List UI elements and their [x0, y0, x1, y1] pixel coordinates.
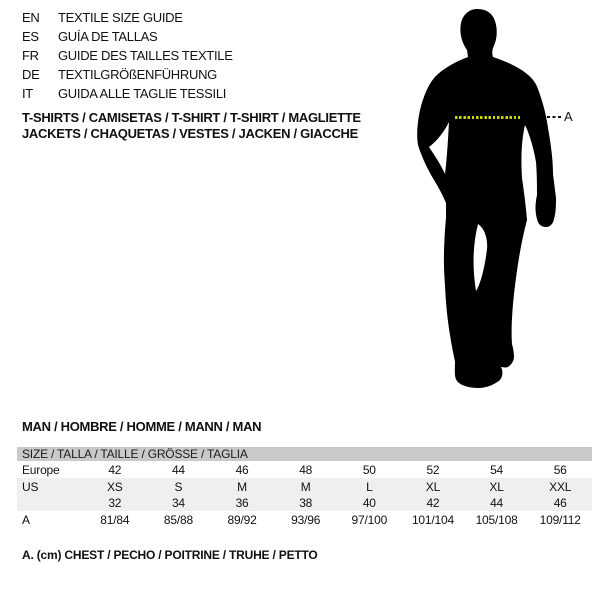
- table-cell: 85/88: [163, 512, 193, 527]
- table-cell: M: [300, 479, 311, 494]
- category-tshirts: T-SHIRTS / CAMISETAS / T-SHIRT / T-SHIRT / MAGLIETTE: [22, 110, 361, 125]
- size-table-header: SIZE / TALLA / TAILLE / GRÖSSE / TAGLIA: [17, 447, 592, 461]
- table-cell: XXL: [549, 479, 572, 494]
- row-label: Europe: [22, 462, 60, 477]
- table-cell: XL: [489, 479, 504, 494]
- table-row-us: [17, 478, 592, 495]
- measure-label-a: A: [564, 109, 573, 124]
- table-cell: 36: [235, 496, 249, 510]
- table-cell: S: [174, 479, 183, 494]
- language-title: GUIDA ALLE TAGLIE TESSILI: [58, 86, 227, 101]
- table-cell: 44: [490, 496, 504, 510]
- language-row-es: [22, 27, 233, 46]
- table-row-europe: [17, 461, 592, 478]
- table-row-us-numeric: [17, 495, 592, 511]
- language-row-de: [22, 65, 233, 84]
- language-row-en: [22, 8, 233, 27]
- language-code: FR: [22, 48, 39, 63]
- measure-footnote: A. (cm) CHEST / PECHO / POITRINE / TRUHE / PETTO: [22, 548, 318, 562]
- table-cell: 109/112: [539, 512, 581, 527]
- language-title: TEXTILE SIZE GUIDE: [58, 10, 183, 25]
- language-code: IT: [22, 86, 33, 101]
- category-lines: [22, 110, 361, 141]
- row-label: A: [22, 512, 30, 527]
- size-table: [17, 447, 592, 528]
- language-code: EN: [22, 10, 40, 25]
- table-cell: 54: [490, 462, 504, 477]
- language-list: [22, 8, 233, 103]
- language-row-it: [22, 84, 233, 103]
- category-jackets: JACKETS / CHAQUETAS / VESTES / JACKEN / GIACCHE: [22, 125, 358, 141]
- table-cell: 89/92: [227, 512, 257, 527]
- language-code: ES: [22, 29, 39, 44]
- measure-leader-dashes: [547, 116, 561, 118]
- row-label: US: [22, 479, 39, 494]
- table-cell: 42: [108, 462, 122, 477]
- table-cell: 38: [299, 496, 313, 510]
- table-cell: XL: [425, 479, 441, 494]
- table-cell: L: [366, 479, 373, 494]
- table-cell: 40: [362, 496, 376, 510]
- table-cell: 42: [426, 496, 440, 510]
- table-cell: M: [237, 479, 247, 494]
- language-title: GUÍA DE TALLAS: [58, 29, 158, 44]
- table-cell: 105/108: [475, 512, 518, 527]
- table-cell: 46: [235, 462, 249, 477]
- language-title: TEXTILGRÖßENFÜHRUNG: [58, 67, 217, 82]
- table-cell: 50: [362, 462, 376, 477]
- table-cell: 44: [171, 462, 185, 477]
- table-cell: 81/84: [100, 512, 130, 527]
- language-row-fr: [22, 46, 233, 65]
- table-cell: 34: [171, 496, 185, 510]
- table-cell: 52: [426, 462, 440, 477]
- table-cell: 97/100: [351, 512, 388, 527]
- table-cell: 56: [553, 462, 567, 477]
- table-cell: 48: [299, 462, 313, 477]
- language-code: DE: [22, 67, 40, 82]
- chest-measure-line: [455, 116, 520, 119]
- table-cell: XS: [107, 479, 123, 494]
- language-title: GUIDE DES TAILLES TEXTILE: [58, 48, 233, 63]
- table-row-chest: [17, 511, 592, 528]
- table-cell: 93/96: [291, 512, 321, 527]
- table-cell: 101/104: [411, 512, 454, 527]
- section-title: MAN / HOMBRE / HOMME / MANN / MAN: [22, 419, 262, 434]
- table-cell: 32: [108, 496, 122, 510]
- table-cell: 46: [553, 496, 567, 510]
